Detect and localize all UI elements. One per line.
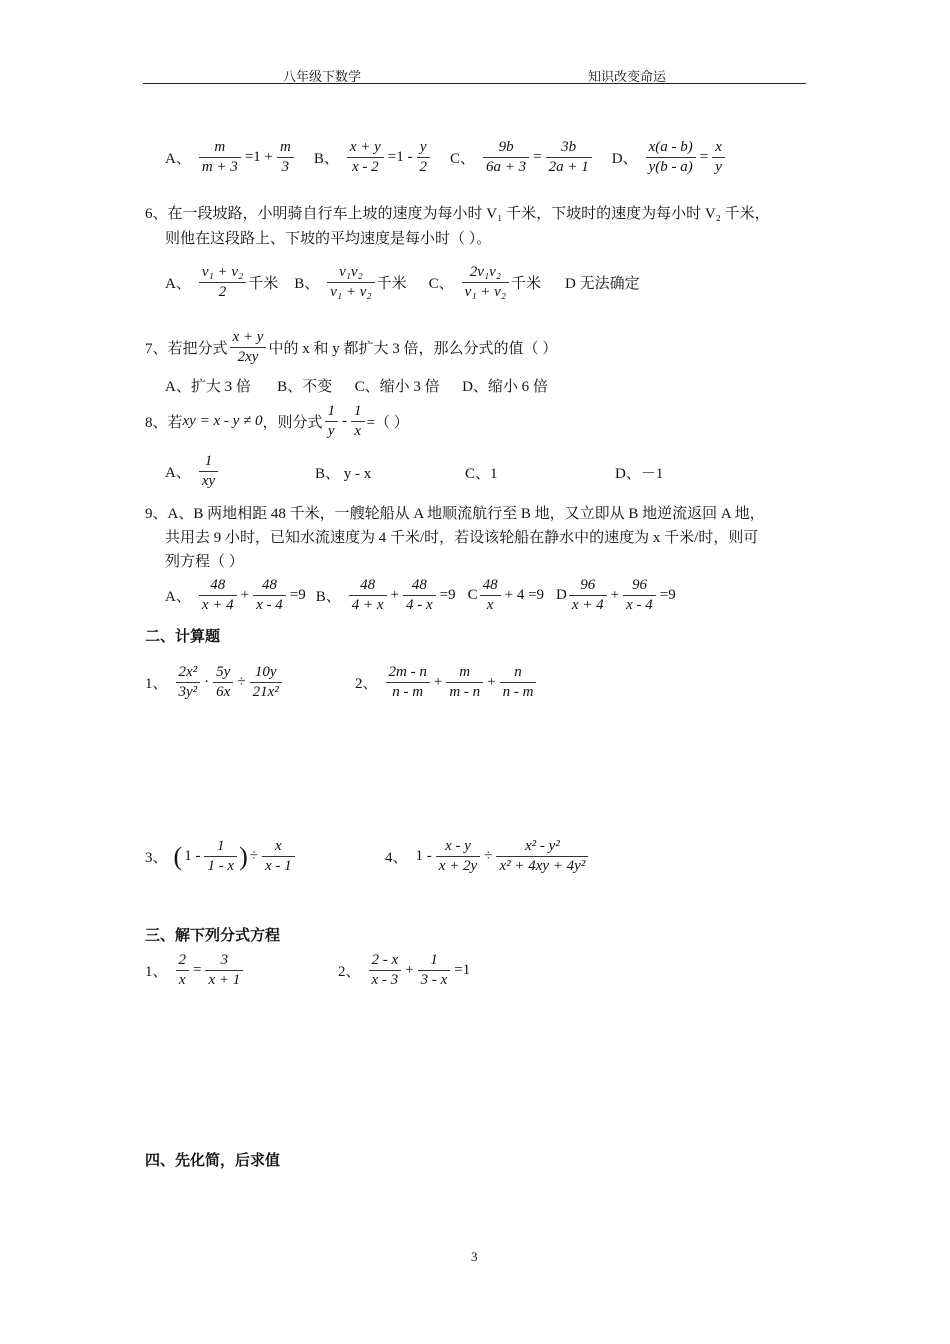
fraction: $\frac{x}{x - 1}$ — [262, 837, 295, 876]
operator: + — [433, 674, 443, 690]
fraction: v₁ + v₂ 2 — [199, 263, 246, 302]
fraction: v₁v₂ v₁ + v₂ — [327, 263, 374, 302]
fraction: 2x² 3y² — [176, 663, 201, 702]
fraction: $\frac{n}{n - m}$ — [500, 663, 537, 702]
unit: 千米 — [376, 276, 407, 292]
fraction: 1 xy — [199, 452, 218, 491]
option-a-label: A、 — [165, 589, 191, 605]
fraction: 48 x + 4 — [199, 576, 237, 615]
option-a-label: A、 — [165, 151, 191, 167]
fraction: $\frac{x - y}{x + 2y}$ — [436, 837, 480, 876]
fraction: $\frac{x}{y}$ — [712, 138, 725, 177]
q9-line3: 列方程（ ） — [165, 554, 244, 570]
q9-line1: 9、A、B 两地相距 48 千米，一艘轮船从 A 地顺流航行至 B 地，又立即从 B 地逆流返回 A 地， — [145, 506, 765, 522]
calc-problem-2 — [355, 663, 538, 702]
option-c-label: C — [467, 587, 478, 603]
operator: + — [240, 587, 250, 603]
operator: + — [610, 587, 620, 603]
equation-2 — [338, 951, 472, 990]
q5-options — [165, 138, 727, 177]
q8-condition: xy = x - y ≠ 0 — [182, 413, 263, 429]
fraction: $\frac{48}{x - 4}$ — [253, 576, 286, 615]
problem-label: 1、 — [145, 676, 168, 692]
q7-options: A、扩大 3 倍 B、不变 C、缩小 3 倍 D、缩小 6 倍 — [165, 379, 548, 395]
operator: + 4 =9 — [504, 587, 545, 603]
option-d-label: D — [556, 587, 567, 603]
q8-mid: ，则分式 — [262, 415, 323, 431]
option-a-label: A、 — [165, 465, 191, 481]
option-d-text: D 无法确定 — [565, 276, 640, 292]
operator: ÷ — [237, 674, 246, 690]
option-c-label: C、 — [450, 151, 476, 167]
calc-problem-3 — [145, 837, 297, 876]
header-rule — [143, 83, 806, 84]
q7-prefix: 7、若把分式 — [145, 341, 228, 357]
operator: · — [204, 674, 210, 690]
fraction: y 2 — [417, 138, 431, 177]
operator: + — [390, 587, 399, 603]
fraction: 1 y — [325, 402, 339, 441]
fraction: $\frac{3}{x + 1}$ — [205, 951, 243, 990]
calc-problem-4 — [385, 837, 590, 876]
operator: =1 — [454, 962, 471, 978]
problem-label: 4、 — [385, 850, 408, 866]
q8-prefix: 8、若 — [145, 415, 183, 431]
problem-label: 1、 — [145, 964, 168, 980]
calc-problem-1 — [145, 663, 284, 702]
fraction: 2 - x x - 3 — [369, 951, 402, 990]
q6-options — [165, 263, 640, 302]
q8-option-d: D、－1 — [615, 466, 664, 482]
option-c-label: C、 — [428, 276, 454, 292]
operator: 1 - — [415, 848, 432, 864]
q6-line2: 则他在这段路上、下坡的平均速度是每小时（ ）。 — [165, 231, 492, 247]
fraction: 48 x — [480, 576, 501, 615]
q8-options — [165, 452, 220, 491]
operator: =1 + — [244, 149, 273, 165]
operator: = — [533, 149, 542, 165]
operator: + — [405, 962, 414, 978]
q8-option-c: C、1 — [465, 466, 498, 482]
fraction: $\frac{96}{x - 4}$ — [623, 576, 656, 615]
fraction: $\frac{\text{x² - y²}}{\text{x² + 4xy + 4y²}}$ — [496, 837, 588, 876]
q7-suffix: 中的 x 和 y 都扩大 3 倍，那么分式的值（ ） — [268, 341, 558, 357]
fraction: $\frac{m}{3}$ — [277, 138, 294, 177]
fraction: $\frac{10y}{\text{21x²}}$ — [250, 663, 282, 702]
operator: - — [342, 413, 348, 429]
operator: = — [699, 149, 709, 165]
problem-label: 3、 — [145, 850, 168, 866]
header-right: 知识改变命运 — [588, 69, 667, 84]
operator: =9 — [659, 587, 676, 603]
operator: + — [487, 674, 496, 690]
q7-stem — [145, 328, 557, 367]
option-b-label: B、 — [294, 276, 320, 292]
right-paren: ) — [239, 841, 248, 871]
fraction: 2v₁v₂ v₁ + v₂ — [462, 263, 509, 302]
operator: ÷ — [249, 848, 258, 864]
problem-label: 2、 — [338, 964, 361, 980]
fraction: $\frac{1}{x}$ — [351, 402, 365, 441]
problem-label: 2、 — [355, 676, 378, 692]
q9-line2: 共用去 9 小时，已知水流速度为 4 千米/时，若设该轮船在静水中的速度为 x 千米/时，则可 — [165, 530, 759, 546]
operator: ÷ — [484, 848, 493, 864]
operator: =1 - — [387, 149, 413, 165]
fraction: 1 1 - x — [204, 837, 237, 876]
unit: 千米 — [248, 276, 279, 292]
fraction: $\frac{5y}{6x}$ — [213, 663, 233, 702]
option-b-label: B、 — [313, 151, 339, 167]
option-b-label: B、 — [315, 589, 341, 605]
fraction: 48 4 + x — [349, 576, 387, 615]
fraction: 96 x + 4 — [569, 576, 607, 615]
option-d-label: D、 — [611, 151, 638, 167]
operator: =9 — [439, 587, 456, 603]
section-title-calculation: 二、计算题 — [145, 627, 221, 645]
q6-line1: 6、在一段坡路，小明骑自行车上坡的速度为每小时 V₁ 千米，下坡时的速度为每小时 V₂ 千米， — [145, 206, 770, 222]
q8-suffix: =（ ） — [366, 415, 409, 431]
fraction: $\frac{2}{x}$ — [176, 951, 190, 990]
fraction: $\frac{9b}{6a + 3}$ — [483, 138, 529, 177]
fraction: $\frac{x + y}{x - 2}$ — [347, 138, 384, 177]
fraction: $\frac{m}{m + 3}$ — [199, 138, 241, 177]
page-number: 3 — [471, 1249, 478, 1264]
fraction: x + y 2xy — [230, 328, 267, 367]
section-title-simplify: 四、先化简，后求值 — [145, 1151, 281, 1169]
fraction: $\frac{3b}{2a + 1}$ — [546, 138, 592, 177]
section-title-equations: 三、解下列分式方程 — [145, 926, 281, 944]
q8-stem — [145, 402, 409, 441]
operator: 1 - — [184, 848, 201, 864]
header-left: 八年级下数学 — [283, 69, 362, 84]
q8-option-b: B、 y - x — [315, 466, 372, 482]
unit: 千米 — [511, 276, 542, 292]
operator: =9 — [289, 587, 306, 603]
fraction: 2m - n n - m — [386, 663, 430, 702]
equation-1 — [145, 951, 245, 990]
fraction: $\frac{m}{m - n}$ — [446, 663, 483, 702]
operator: = — [193, 962, 202, 978]
fraction: $\frac{48}{4 - x}$ — [403, 576, 436, 615]
left-paren: ( — [173, 841, 183, 871]
q9-options — [165, 576, 678, 615]
option-a-label: A、 — [165, 276, 191, 292]
fraction: $\frac{1}{3 - x}$ — [418, 951, 451, 990]
fraction: $\frac{x(a - b)}{y(b - a)}$ — [646, 138, 696, 177]
